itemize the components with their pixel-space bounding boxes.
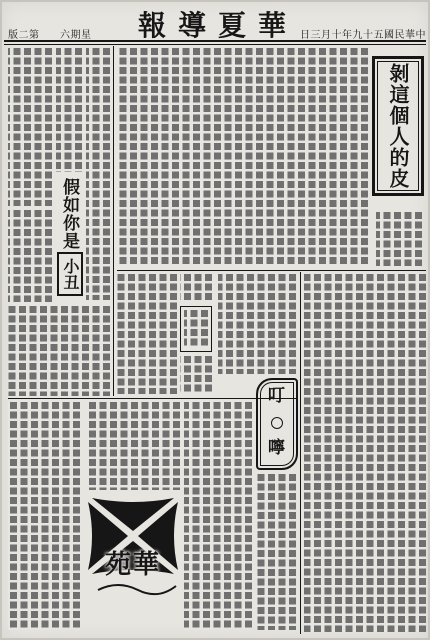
- body-text-block: [8, 306, 110, 396]
- body-text-block: [180, 274, 212, 302]
- body-text-block: [8, 402, 80, 630]
- article-title: 剝這個人的皮: [386, 63, 410, 189]
- article-title-char: 嚀: [268, 438, 285, 458]
- pull-quote-text-block: [184, 310, 208, 348]
- body-text-block: [304, 274, 426, 632]
- body-text-block: [117, 48, 368, 266]
- pull-quote-box: [180, 306, 212, 352]
- masthead-rule-thin: [4, 44, 426, 45]
- column-logo-text: 華苑: [104, 550, 161, 580]
- body-text-block: [86, 48, 110, 300]
- article-title-char: 叮: [268, 386, 285, 406]
- circle-ornament-icon: [271, 417, 283, 429]
- article-title-box: [372, 56, 424, 196]
- body-text-block: [218, 274, 296, 374]
- body-text-block: [56, 48, 82, 172]
- article-title-boxed-word: [57, 252, 83, 296]
- body-text-block: [8, 210, 52, 302]
- edition-label: 第二版: [8, 30, 40, 41]
- body-text-block: [256, 474, 296, 630]
- column-rule: [113, 46, 114, 396]
- article-title-frame: [256, 378, 298, 470]
- newspaper-title: 華夏導報: [137, 9, 298, 42]
- article-title: 假如你是: [59, 178, 79, 250]
- column-rule: [300, 272, 301, 634]
- body-text-block: [117, 274, 177, 394]
- section-rule: [117, 270, 426, 271]
- body-text-block: [8, 48, 52, 206]
- article-title-boxed-text: 小丑: [61, 258, 80, 290]
- issue-date: 中華民國五十九年十月三日: [300, 30, 426, 41]
- body-text-block: [86, 402, 180, 490]
- body-text-block: [180, 356, 212, 394]
- body-text-block: [376, 212, 422, 266]
- weekday-label: 星期六: [60, 30, 92, 41]
- section-rule: [8, 398, 298, 399]
- masthead-rule: [4, 40, 426, 42]
- body-text-block: [184, 402, 252, 630]
- column-logo: [84, 494, 182, 606]
